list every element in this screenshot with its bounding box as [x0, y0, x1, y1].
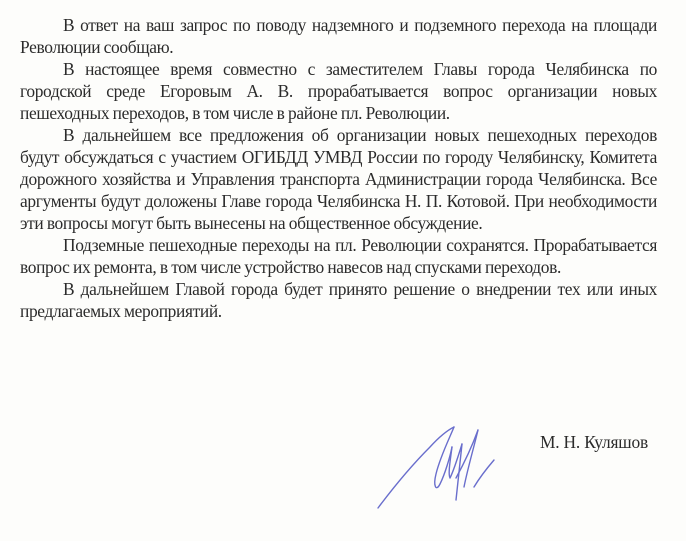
signature-block	[370, 412, 670, 522]
paragraph-new-crossings: В настоящее время совместно с заместителем Главы города Челябинска по городской среде Егоровым А. В. прорабатывается вопрос организации новых пешеходных переходов, в том числе в районе пл. Революции.	[20, 59, 657, 123]
letter-body	[20, 14, 657, 322]
signatory-name: М. Н. Куляшов	[540, 432, 649, 452]
paragraph-discussion: В дальнейшем все предложения об организации новых пешеходных переходов будут обсуждаться с участием ОГИБДД УМВД России по городу Челябинску, Комитета дорожного хозяйства и Управления транспорта Администрации города Челябинска. Все аргументы будут доложены Главе города Челябинска Н. П. Котовой. При необходимости эти вопросы могут быть вынесены на общественное обсуждение.	[20, 125, 657, 233]
handwritten-signature-icon	[370, 412, 510, 517]
paragraph-underground-crossings: Подземные пешеходные переходы на пл. Революции сохранятся. Прорабатывается вопрос их ремонта, в том числе устройство навесов над спусками переходов.	[20, 235, 657, 277]
paragraph-request-reply: В ответ на ваш запрос по поводу надземного и подземного перехода на площади Революции сообщаю.	[20, 15, 657, 57]
paragraph-decision: В дальнейшем Главой города будет принято решение о внедрении тех или иных предлагаемых мероприятий.	[20, 279, 657, 321]
